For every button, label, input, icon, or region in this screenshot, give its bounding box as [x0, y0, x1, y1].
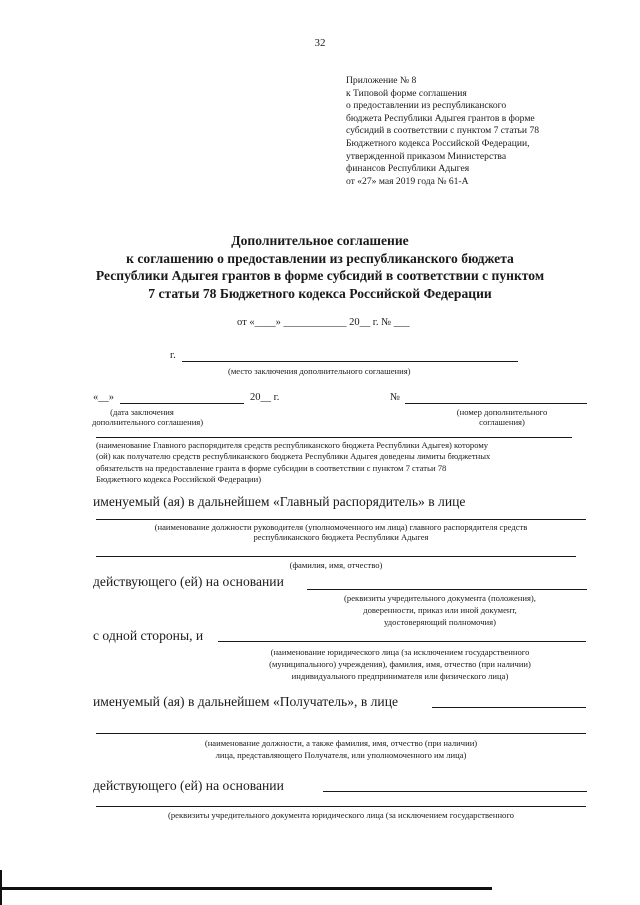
- requisites-caption-line: удостоверяющий полномочия): [384, 617, 496, 627]
- legal-line: [218, 641, 586, 642]
- paragraph-line: обязательств на предоставление гранта в форме субсидии в соответствии с пунктом 7 статьи 78: [96, 462, 447, 473]
- paragraph-line: (ой) как получателю средств республиканского бюджета Республики Адыгея доведены лимиты бюджетных: [96, 451, 491, 462]
- manager-caption-line: (наименование должности руководителя (уполномоченного им лица) главного распорядителя средств: [154, 522, 528, 532]
- title-line: Республики Адыгея грантов в форме субсидий в соответствии с пунктом: [95, 268, 545, 284]
- date-open: «__»: [93, 392, 114, 403]
- number-line: [405, 403, 587, 404]
- paragraph-line: Бюджетного кодекса Российской Федерации): [96, 474, 262, 485]
- appendix-line: к Типовой форме соглашения: [346, 87, 467, 99]
- title-line: 7 статьи 78 Бюджетного кодекса Российской Федерации: [148, 285, 492, 301]
- basis-line-2: [323, 791, 587, 792]
- fio-caption: (фамилия, имя, отчество): [289, 560, 383, 570]
- number-caption-line: соглашения): [479, 417, 525, 427]
- city-prefix: г.: [170, 350, 176, 361]
- appendix-line: бюджета Республики Адыгея грантов в форме: [346, 112, 535, 124]
- distributor-line: [96, 437, 572, 438]
- one-side: с одной стороны, и: [93, 628, 204, 643]
- city-line: [182, 361, 518, 362]
- last-caption: (реквизиты учредительного документа юридического лица (за исключением государственного: [168, 810, 514, 820]
- number-caption: [432, 407, 572, 427]
- legal-caption: [220, 646, 580, 682]
- requisites-caption-line: доверенности, приказ или иной документ,: [363, 605, 517, 615]
- date-caption: [92, 407, 204, 427]
- manager-caption: [96, 522, 586, 542]
- main-paragraph: [96, 440, 574, 486]
- legal-caption-line: (наименование юридического лица (за исключением государственного: [270, 647, 530, 657]
- requisites-line-2: [96, 806, 586, 807]
- scan-bottom-bar: [0, 887, 492, 890]
- number-prefix: №: [390, 392, 401, 403]
- appendix-header: [346, 75, 539, 188]
- appendix-line: Приложение № 8: [346, 75, 417, 86]
- header-date: от «____» ____________ 20__ г. № ___: [237, 317, 410, 328]
- fio-line: [96, 556, 576, 557]
- appendix-line: субсидий в соответствии с пунктом 7 статьи 78: [346, 125, 540, 137]
- requisites-caption: [300, 592, 580, 628]
- appendix-line: о предоставлении из республиканского: [346, 100, 507, 112]
- document-title: [0, 232, 640, 302]
- appendix-line: от «27» мая 2019 года № 61-А: [346, 175, 469, 187]
- legal-caption-line: индивидуального предпринимателя или физического лица): [291, 671, 509, 681]
- acting-basis: действующего (ей) на основании: [93, 574, 284, 589]
- position-caption-line: лица, представляющего Получателя, или уполномоченного им лица): [215, 750, 467, 760]
- paragraph-line: (наименование Главного распорядителя средств республиканского бюджета Республики Адыгея) которому: [96, 440, 489, 450]
- date-line: [120, 403, 244, 404]
- city-caption: (место заключения дополнительного соглашения): [228, 366, 411, 376]
- appendix-line: Бюджетного кодекса Российской Федерации,: [346, 137, 530, 149]
- named-manager: именуемый (ая) в дальнейшем «Главный распорядитель» в лице: [93, 494, 466, 509]
- date-caption-line: дополнительного соглашения): [92, 417, 204, 427]
- appendix-line: финансов Республики Адыгея: [346, 163, 470, 175]
- recipient-line: [432, 707, 586, 708]
- position-caption-line: (наименование должности, а также фамилия, имя, отчество (при наличии): [204, 738, 478, 748]
- manager-line: [96, 519, 586, 520]
- date-caption-line: (дата заключения: [110, 407, 174, 417]
- page-number: 32: [314, 37, 326, 49]
- named-recipient: именуемый (ая) в дальнейшем «Получатель», в лице: [93, 694, 399, 709]
- date-year: 20__ г.: [250, 392, 280, 403]
- recipient-position-line: [96, 733, 586, 734]
- title-line: Дополнительное соглашение: [231, 233, 409, 248]
- title-line: к соглашению о предоставлении из республиканского бюджета: [126, 250, 514, 266]
- appendix-line: утвержденной приказом Министерства: [346, 150, 507, 162]
- position-caption: [96, 737, 586, 761]
- basis-line: [307, 589, 587, 590]
- acting-basis-2: действующего (ей) на основании: [93, 778, 284, 793]
- number-caption-line: (номер дополнительного: [456, 407, 548, 417]
- manager-caption-line: республиканского бюджета Республики Адыгея: [253, 532, 429, 542]
- requisites-caption-line: (реквизиты учредительного документа (положения),: [344, 593, 536, 603]
- legal-caption-line: (муниципального) учреждения), фамилия, имя, отчество (при наличии): [269, 659, 531, 669]
